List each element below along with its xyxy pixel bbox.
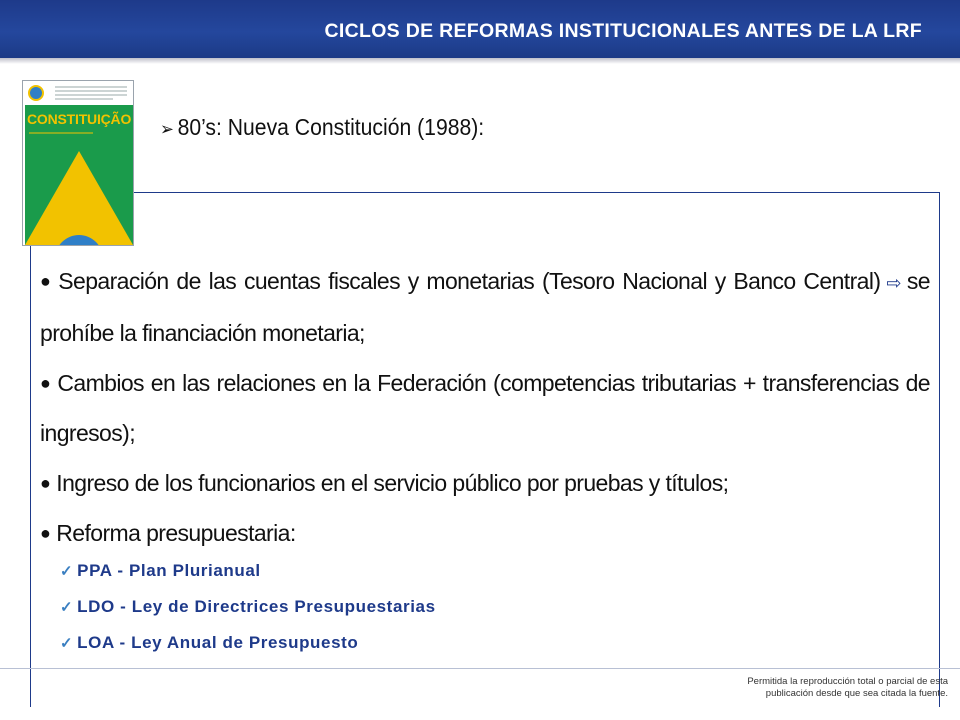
footer-note-line: Permitida la reproducción total o parcial de esta [747, 676, 948, 687]
bullet-text: Reforma presupuestaria: [56, 520, 296, 546]
footer-note [747, 676, 948, 700]
list-item [60, 632, 436, 668]
bullet-dot-icon: ● [40, 473, 51, 493]
list-item [60, 560, 436, 596]
right-arrow-icon: ⇨ [886, 273, 901, 293]
list-item-text: PPA - Plan Plurianual [77, 561, 261, 580]
footer-note-line: publicación desde que sea citada la fuente. [765, 688, 948, 699]
bullet-dot-icon: ● [40, 523, 51, 543]
bullet-text: Ingreso de los funcionarios en el servicio público por pruebas y títulos; [56, 470, 729, 496]
list-item [60, 596, 436, 632]
checkmark-icon: ✓ [60, 635, 74, 652]
bullet-list [40, 256, 930, 558]
bullet-text: Separación de las cuentas fiscales y monetarias (Tesoro Nacional y Banco Central) [58, 268, 881, 294]
checkmark-icon: ✓ [60, 563, 74, 580]
section-heading-text: 80’s: Nueva Constitución (1988): [177, 114, 485, 140]
cover-title: CONSTITUIÇÃO [27, 111, 132, 127]
list-item-text: LOA - Ley Anual de Presupuesto [77, 633, 359, 652]
budget-instruments-list [60, 560, 436, 668]
footer-divider [0, 668, 960, 669]
header-bar [0, 0, 960, 58]
checkmark-icon: ✓ [60, 599, 74, 616]
arrow-bullet-icon: ➢ [160, 119, 174, 139]
bullet-dot-icon: ● [40, 373, 52, 393]
bullet-item [40, 358, 930, 458]
bullet-text: Cambios en las relaciones en la Federación (competencias tributarias + transferencias de ingresos); [40, 370, 930, 446]
bullet-item [40, 508, 930, 558]
bullet-text-continued: se prohíbe la financiación monetaria; [40, 268, 930, 346]
header-shadow [0, 58, 960, 64]
section-heading [160, 114, 484, 141]
bullet-item [40, 458, 930, 508]
list-item-text: LDO - Ley de Directrices Presupuestarias [77, 597, 436, 616]
bullet-item [40, 256, 930, 358]
constitution-cover-image [22, 80, 134, 246]
constitution-cover-graphic [23, 81, 134, 246]
slide-title: CICLOS DE REFORMAS INSTITUCIONALES ANTES DE LA LRF [324, 20, 922, 42]
bullet-dot-icon: ● [40, 271, 53, 291]
